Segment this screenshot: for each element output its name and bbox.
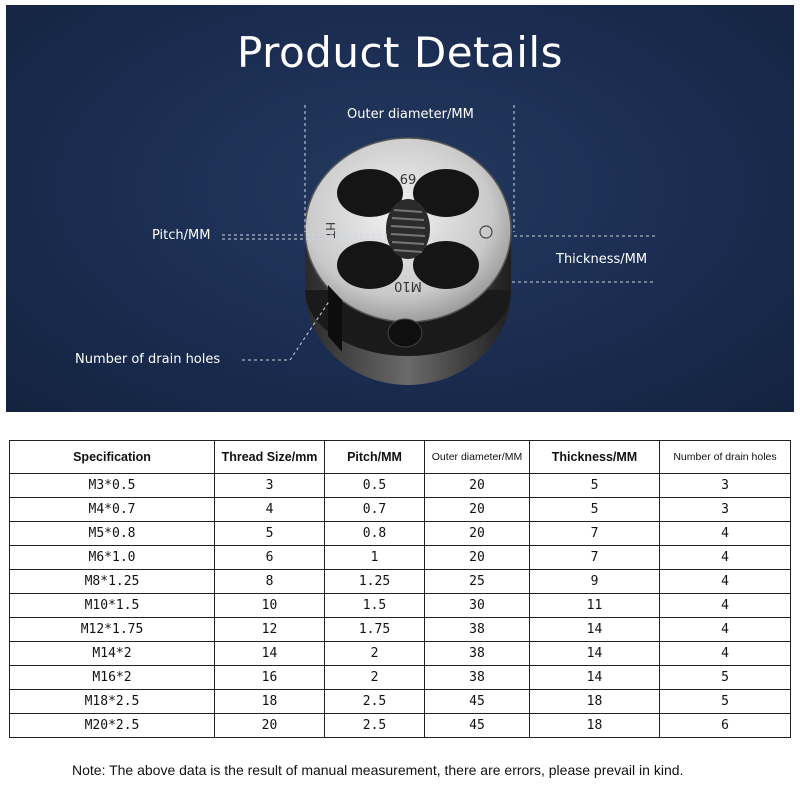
table-row <box>10 474 791 498</box>
cell: 2 <box>325 666 425 690</box>
callout-pitch: Pitch/MM <box>152 228 211 243</box>
header-outer-diameter: Outer diameter/MM <box>425 441 530 474</box>
table-row <box>10 594 791 618</box>
cell: 4 <box>660 618 791 642</box>
cell: 4 <box>660 546 791 570</box>
cell: 25 <box>425 570 530 594</box>
cell: 18 <box>530 714 660 738</box>
cell: M3*0.5 <box>10 474 215 498</box>
cell: 8 <box>215 570 325 594</box>
cell: 38 <box>425 642 530 666</box>
specification-table <box>9 440 791 738</box>
cell: 6 <box>660 714 791 738</box>
die-marking-left: HT <box>323 221 337 239</box>
cell: 9 <box>530 570 660 594</box>
cell: 4 <box>660 522 791 546</box>
cell: M20*2.5 <box>10 714 215 738</box>
cell: M12*1.75 <box>10 618 215 642</box>
callout-drain-holes: Number of drain holes <box>75 352 221 367</box>
page-title: Product Details <box>237 28 563 77</box>
cell: 20 <box>425 546 530 570</box>
cell: 4 <box>660 570 791 594</box>
cell: 0.7 <box>325 498 425 522</box>
cell: 5 <box>660 690 791 714</box>
cell: 5 <box>530 498 660 522</box>
cell: M18*2.5 <box>10 690 215 714</box>
cell: 4 <box>215 498 325 522</box>
cell: M16*2 <box>10 666 215 690</box>
cell: 6 <box>215 546 325 570</box>
cell: 5 <box>215 522 325 546</box>
cell: 3 <box>660 498 791 522</box>
cell: 3 <box>215 474 325 498</box>
cell: 5 <box>660 666 791 690</box>
cell: 4 <box>660 594 791 618</box>
cell: 2.5 <box>325 714 425 738</box>
table-row <box>10 666 791 690</box>
table-header-row <box>10 441 791 474</box>
cell: 14 <box>530 618 660 642</box>
header-thickness: Thickness/MM <box>530 441 660 474</box>
table-row <box>10 618 791 642</box>
cell: 1.75 <box>325 618 425 642</box>
cell: 20 <box>425 522 530 546</box>
cell: 18 <box>530 690 660 714</box>
cell: 20 <box>425 474 530 498</box>
cell: M5*0.8 <box>10 522 215 546</box>
table-row <box>10 546 791 570</box>
header-thread-size: Thread Size/mm <box>215 441 325 474</box>
table-row <box>10 714 791 738</box>
die-marking-bottom: M10 <box>394 278 422 293</box>
cell: 14 <box>215 642 325 666</box>
callout-outer-diameter: Outer diameter/MM <box>347 107 474 122</box>
cell: 10 <box>215 594 325 618</box>
cell: 5 <box>530 474 660 498</box>
header-drain-holes: Number of drain holes <box>660 441 791 474</box>
cell: 14 <box>530 642 660 666</box>
cell: M8*1.25 <box>10 570 215 594</box>
cell: 1.25 <box>325 570 425 594</box>
cell: 38 <box>425 666 530 690</box>
cell: 14 <box>530 666 660 690</box>
cell: M14*2 <box>10 642 215 666</box>
cell: M6*1.0 <box>10 546 215 570</box>
cell: 45 <box>425 714 530 738</box>
die-set-screw-hole <box>388 319 422 347</box>
cell: 3 <box>660 474 791 498</box>
table-row <box>10 570 791 594</box>
cell: 11 <box>530 594 660 618</box>
table-row <box>10 642 791 666</box>
cell: M4*0.7 <box>10 498 215 522</box>
cell: 0.8 <box>325 522 425 546</box>
cell: 38 <box>425 618 530 642</box>
cell: 20 <box>215 714 325 738</box>
header-specification: Specification <box>10 441 215 474</box>
table-row <box>10 522 791 546</box>
cell: 7 <box>530 546 660 570</box>
cell: 1.5 <box>325 594 425 618</box>
table-row <box>10 690 791 714</box>
measurement-note: Note: The above data is the result of manual measurement, there are errors, please prevail in kind. <box>72 762 684 778</box>
cell: 12 <box>215 618 325 642</box>
cell: 4 <box>660 642 791 666</box>
table-row <box>10 498 791 522</box>
cell: M10*1.5 <box>10 594 215 618</box>
callout-thickness: Thickness/MM <box>556 252 648 267</box>
header-pitch: Pitch/MM <box>325 441 425 474</box>
cell: 45 <box>425 690 530 714</box>
cell: 18 <box>215 690 325 714</box>
cell: 30 <box>425 594 530 618</box>
cell: 2 <box>325 642 425 666</box>
cell: 7 <box>530 522 660 546</box>
die-marking-top: 69 <box>399 170 417 185</box>
cell: 20 <box>425 498 530 522</box>
cell: 1 <box>325 546 425 570</box>
cell: 16 <box>215 666 325 690</box>
cell: 2.5 <box>325 690 425 714</box>
cell: 0.5 <box>325 474 425 498</box>
